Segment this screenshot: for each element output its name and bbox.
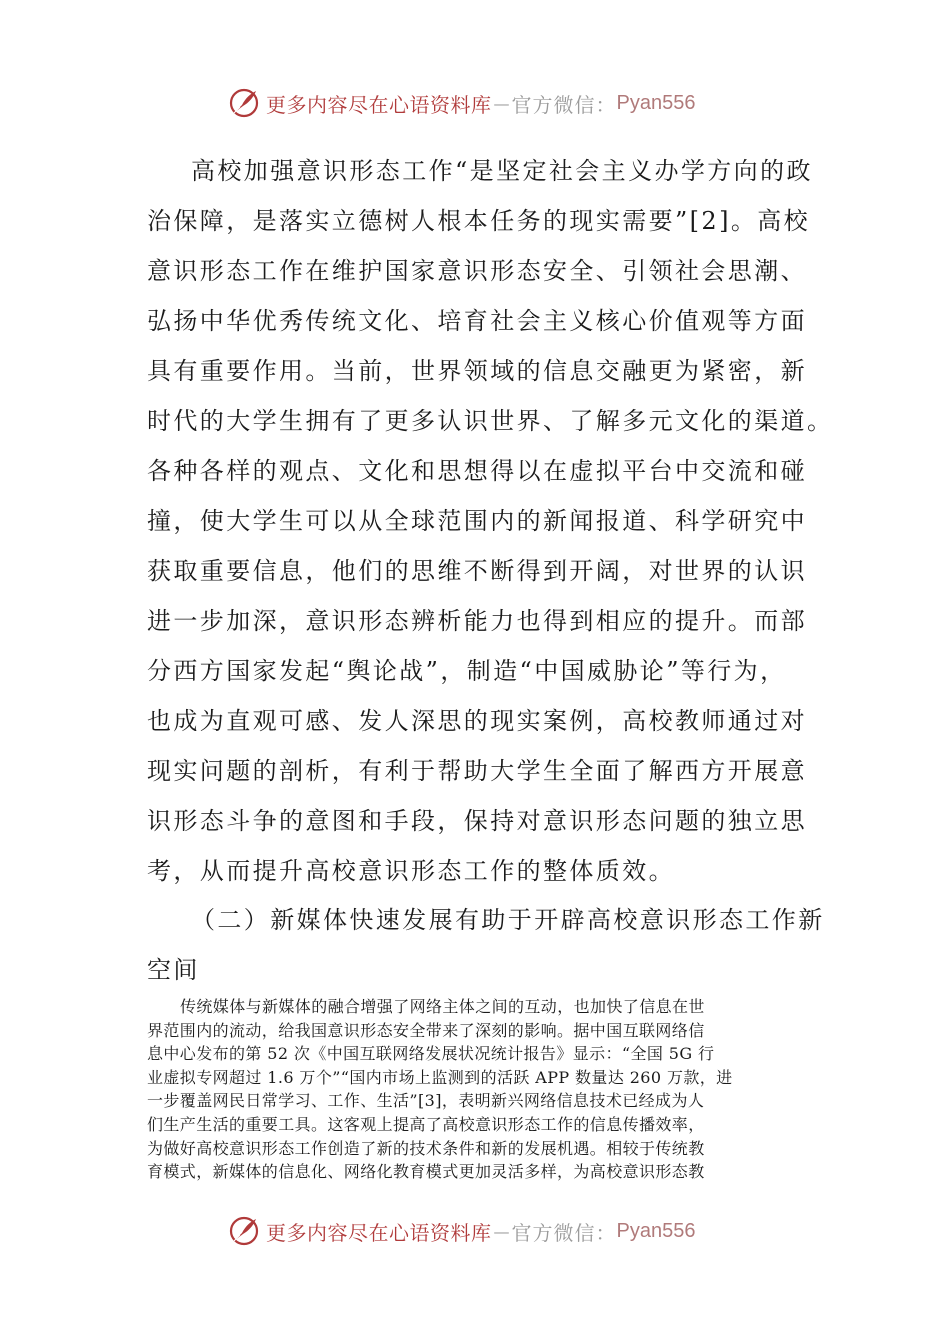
body-paragraph-1: [147, 146, 834, 896]
paragraph-line: 进一步加深，意识形态辨析能力也得到相应的提升。而部: [147, 607, 807, 635]
watermark-text: 更多内容尽在心语资料库: [266, 1220, 492, 1245]
watermark-text: 更多内容尽在心语资料库: [266, 92, 492, 117]
paragraph-line: 分西方国家发起“舆论战”，制造“中国威胁论”等行为，: [147, 657, 787, 685]
watermark-footer: [228, 1214, 695, 1248]
paragraph-line: 识形态斗争的意图和手段，保持对意识形态问题的独立思: [147, 807, 807, 835]
paragraph-line: 现实问题的剖析，有利于帮助大学生全面了解西方开展意: [147, 757, 807, 785]
quill-pen-logo-icon: [228, 1215, 260, 1247]
paragraph-line: 撞，使大学生可以从全球范围内的新闻报道、科学研究中: [147, 507, 807, 535]
paragraph-line: 各种各样的观点、文化和思想得以在虚拟平台中交流和碰: [147, 457, 807, 485]
paragraph-line: 业虚拟专网超过 1.6 万个”“国内市场上监测到的活跃 APP 数量达 260 万款，进: [147, 1067, 733, 1087]
watermark-separator: —: [493, 93, 510, 113]
paragraph-line: 获取重要信息，他们的思维不断得到开阔，对世界的认识: [147, 557, 807, 585]
paragraph-line: 育模式，新媒体的信息化、网络化教育模式更加灵活多样，为高校意识形态教: [147, 1162, 705, 1182]
paragraph-line: 考，从而提升高校意识形态工作的整体质效。: [147, 857, 675, 885]
paragraph-line: 意识形态工作在维护国家意识形态安全、引领社会思潮、: [147, 257, 807, 285]
section-heading: [147, 895, 825, 995]
paragraph-line: 界范围内的流动，给我国意识形态安全带来了深刻的影响。据中国互联网络信: [147, 1020, 705, 1040]
heading-line: （二）新媒体快速发展有助于开辟高校意识形态工作新: [191, 906, 825, 934]
paragraph-line: 息中心发布的第 52 次《中国互联网络发展状况统计报告》显示：“全国 5G 行: [147, 1044, 715, 1064]
watermark-header: [228, 86, 695, 120]
paragraph-line: 也成为直观可感、发人深思的现实案例，高校教师通过对: [147, 707, 807, 735]
paragraph-line: 为做好高校意识形态工作创造了新的技术条件和新的发展机遇。相较于传统教: [147, 1138, 705, 1158]
heading-line: 空间: [147, 956, 200, 984]
body-paragraph-2: [147, 995, 807, 1184]
watermark-contact-id: Pyan556: [616, 91, 696, 114]
paragraph-line: 治保障，是落实立德树人根本任务的现实需要”[2]。高校: [147, 207, 811, 235]
paragraph-line: 具有重要作用。当前，世界领域的信息交融更为紧密，新: [147, 357, 807, 385]
paragraph-line: 时代的大学生拥有了更多认识世界、了解多元文化的渠道。: [147, 407, 834, 435]
watermark-contact-label: 官方微信：: [511, 1220, 617, 1245]
quill-pen-logo-icon: [228, 87, 260, 119]
paragraph-line: 弘扬中华优秀传统文化、培育社会主义核心价值观等方面: [147, 307, 807, 335]
watermark-separator: —: [493, 1221, 510, 1241]
paragraph-line: 一步覆盖网民日常学习、工作、生活”[3]，表明新兴网络信息技术已经成为人: [147, 1091, 705, 1111]
paragraph-line: 们生产生活的重要工具。这客观上提高了高校意识形态工作的信息传播效率，: [147, 1114, 705, 1134]
watermark-contact-label: 官方微信：: [511, 92, 617, 117]
watermark-contact-id: Pyan556: [616, 1219, 696, 1242]
paragraph-line: 高校加强意识形态工作“是坚定社会主义办学方向的政: [191, 157, 813, 185]
paragraph-line: 传统媒体与新媒体的融合增强了网络主体之间的互动，也加快了信息在世: [180, 997, 705, 1016]
